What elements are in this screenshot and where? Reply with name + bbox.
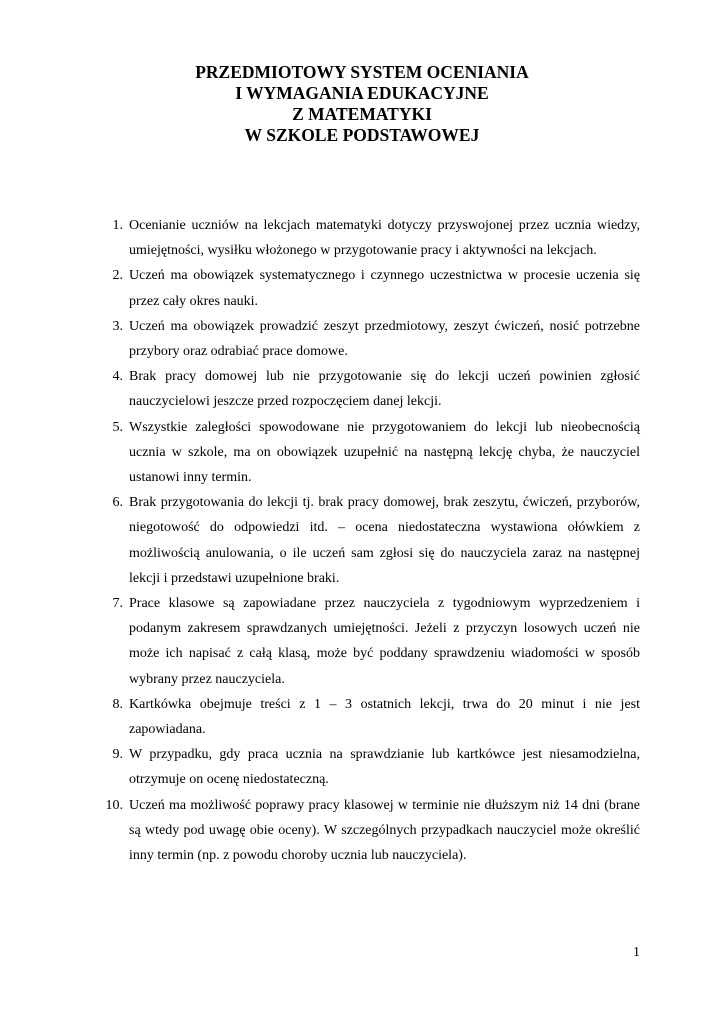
item-number: 9.	[112, 747, 123, 763]
item-text: Brak pracy domowej lub nie przygotowanie się do lekcji uczeń powinien zgłosić nauczycielowi jeszcze przed rozpoczęciem danej lekcji.	[129, 369, 640, 410]
list-item	[96, 742, 640, 792]
list-item	[96, 314, 640, 364]
page-number: 1	[633, 945, 640, 960]
item-number: 7.	[112, 596, 123, 612]
item-text: Prace klasowe są zapowiadane przez nauczyciela z tygodniowym wyprzedzeniem i podanym zakresem sprawdzanych umiejętności. Jeżeli z przyczyn losowych uczeń nie może ich napisać z całą klasą, może być poddany sprawdzeniu wiadomości w sposób wybrany przez nauczyciela.	[129, 596, 640, 687]
item-text: Uczeń ma obowiązek prowadzić zeszyt przedmiotowy, zeszyt ćwiczeń, nosić potrzebne przybory oraz odrabiać prace domowe.	[129, 318, 640, 360]
item-number: 4.	[112, 369, 123, 385]
document-title	[0, 62, 724, 146]
title-line: I WYMAGANIA EDUKACYJNE	[235, 83, 489, 103]
list-item	[96, 364, 640, 414]
item-number: 5.	[112, 419, 123, 435]
item-text: Uczeń ma obowiązek systematycznego i czynnego uczestnictwa w procesie uczenia się przez cały okres nauki.	[129, 268, 640, 309]
list-item	[96, 793, 640, 869]
item-number: 8.	[112, 696, 123, 712]
item-text: Kartkówka obejmuje treści z 1 – 3 ostatnich lekcji, trwa do 20 minut i nie jest zapowiadana.	[129, 696, 640, 738]
item-number: 6.	[112, 495, 123, 511]
item-text: Brak przygotowania do lekcji tj. brak pracy domowej, brak zeszytu, ćwiczeń, przyborów, niegotowość do odpowiedzi itd. – ocena niedostateczna wystawiona ołówkiem z możliwością anulowania, o ile uczeń sam zgłosi się do nauczyciela zaraz na następnej lekcji i przedstawi uzupełnione braki.	[129, 495, 640, 586]
item-number: 3.	[112, 318, 123, 334]
list-item	[96, 213, 640, 263]
item-text: W przypadku, gdy praca ucznia na sprawdzianie lub kartkówce jest niesamodzielna, otrzymuje on ocenę niedostateczną.	[129, 747, 640, 788]
title-line: W SZKOLE PODSTAWOWEJ	[244, 125, 480, 145]
item-number: 2.	[112, 268, 123, 284]
list-item	[96, 415, 640, 491]
list-item	[96, 490, 640, 591]
list-item	[96, 692, 640, 742]
list-item	[96, 591, 640, 692]
list-item	[96, 263, 640, 313]
item-text: Ocenianie uczniów na lekcjach matematyki dotyczy przyswojonej przez ucznia wiedzy, umiejętności, wysiłku włożonego w przygotowanie pracy i aktywności na lekcjach.	[129, 218, 640, 259]
item-text: Wszystkie zaległości spowodowane nie przygotowaniem do lekcji lub nieobecnością ucznia w szkole, ma on obowiązek uzupełnić na następną lekcję chyba, że nauczyciel ustanowi inny termin.	[129, 419, 640, 486]
rules-list	[96, 213, 640, 868]
item-number: 1.	[112, 218, 123, 233]
title-line: Z MATEMATYKI	[292, 104, 432, 124]
item-number: 10.	[105, 797, 123, 813]
item-text: Uczeń ma możliwość poprawy pracy klasowej w terminie nie dłuższym niż 14 dni (brane są wtedy pod uwagę obie oceny). W szczególnych przypadkach nauczyciel może określić inny termin (np. z powodu choroby ucznia lub nauczyciela).	[129, 797, 640, 864]
title-line: PRZEDMIOTOWY SYSTEM OCENIANIA	[195, 62, 529, 82]
